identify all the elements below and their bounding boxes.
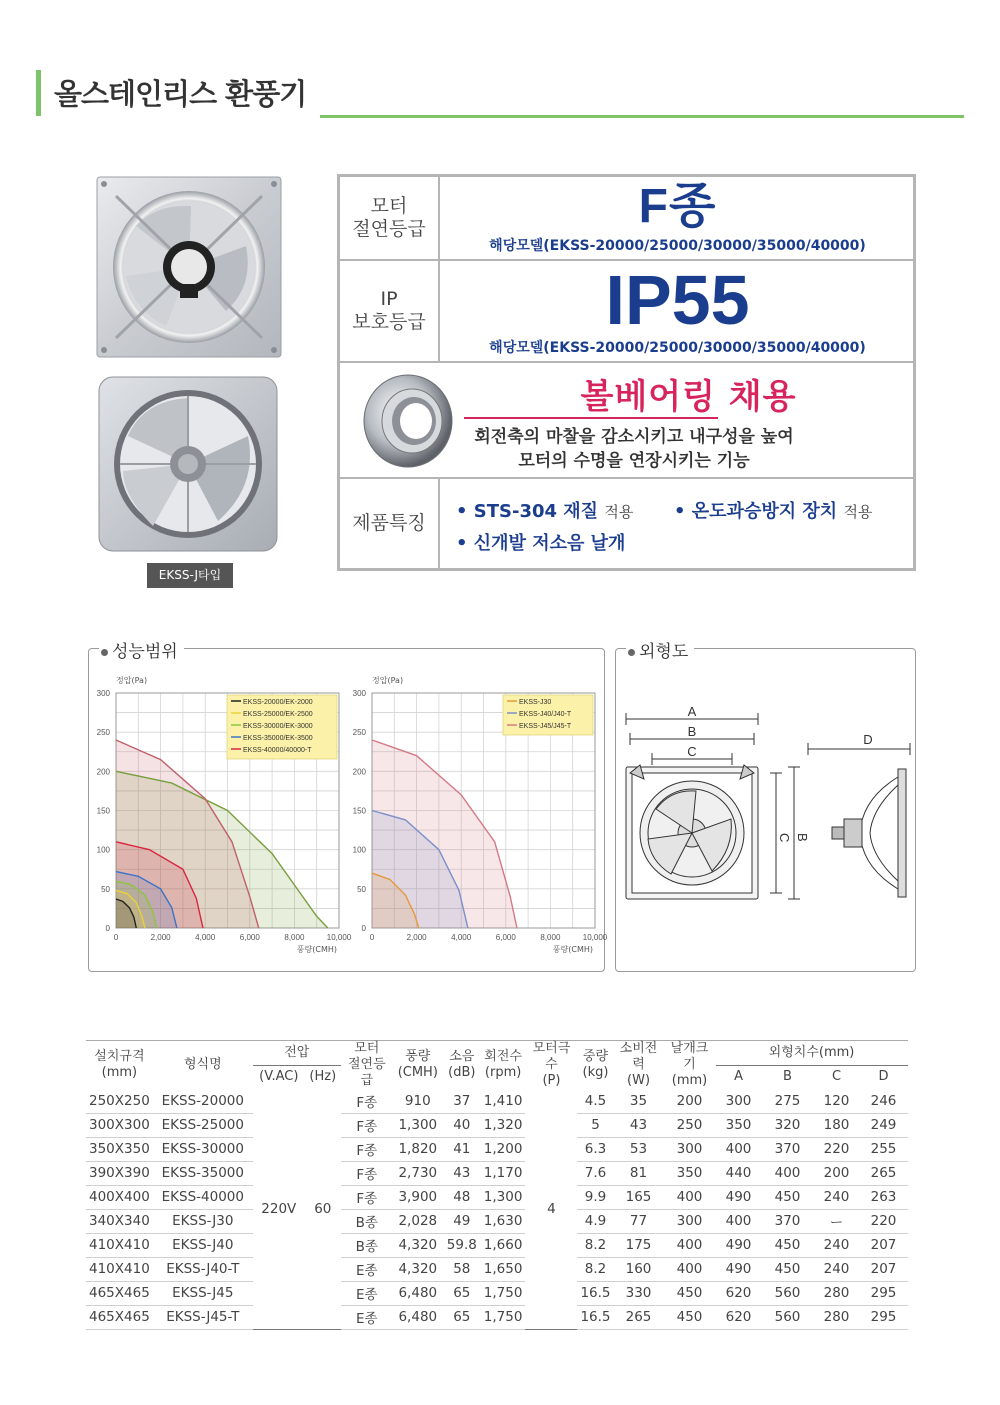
chart-2-ytick-label: 200: [352, 767, 366, 777]
chart-2-xtick-label: 10,000: [582, 933, 608, 942]
table-cell: 340X340: [86, 1209, 153, 1233]
table-cell: 65: [443, 1305, 481, 1329]
th-motor: [341, 1041, 393, 1090]
chart-2-xtick-label: 6,000: [495, 933, 516, 942]
table-cell: 1,300: [481, 1185, 526, 1209]
performance-title-text: 성능범위: [112, 642, 178, 662]
th-poles-1: 모터극수: [532, 1041, 571, 1072]
spec-label-insulation: [340, 177, 440, 259]
outline-drawing: [616, 649, 915, 971]
table-cell: F종: [341, 1137, 393, 1161]
spec-data-table: [86, 1040, 908, 1330]
insulation-models: 해당모델(EKSS-20000/25000/30000/35000/40000): [489, 238, 866, 254]
spec-label-ip: [340, 261, 440, 361]
chart-1-xtick-label: 10,000: [326, 933, 352, 942]
table-cell: E종: [341, 1257, 393, 1281]
spec-label-line1: 모터: [370, 195, 408, 217]
th-flow: [393, 1041, 443, 1090]
table-cell: 180: [814, 1113, 860, 1137]
table-cell: EKSS-40000: [153, 1185, 253, 1209]
chart-1-legend-label: EKSS-30000/EK-3000: [243, 723, 313, 730]
th-motor-1: 모터: [354, 1041, 380, 1056]
table-cell: 240: [814, 1185, 860, 1209]
table-cell: 490: [716, 1233, 762, 1257]
table-cell: 9.9: [577, 1185, 613, 1209]
dim-c-vertical-label: C: [777, 833, 792, 843]
table-cell: 200: [814, 1161, 860, 1185]
table-cell: 77: [614, 1209, 664, 1233]
table-cell: 400: [716, 1137, 762, 1161]
table-cell: EKSS-25000: [153, 1113, 253, 1137]
table-cell: 410X410: [86, 1233, 153, 1257]
feature-1-suffix: 적용: [604, 503, 634, 521]
table-cell: 300X300: [86, 1113, 153, 1137]
spec-data-body: [86, 1089, 908, 1329]
chart-1-ytick-label: 50: [101, 884, 110, 894]
bullet-icon: [628, 649, 635, 656]
table-cell: 560: [762, 1281, 814, 1305]
table-cell: 58: [443, 1257, 481, 1281]
table-cell: 40: [443, 1113, 481, 1137]
bearing-title-underline: [464, 417, 718, 419]
table-cell: 4,320: [393, 1257, 443, 1281]
table-cell: 400: [762, 1161, 814, 1185]
spec-body-features: [442, 479, 913, 568]
table-cell: 560: [762, 1305, 814, 1329]
table-cell: 7.6: [577, 1161, 613, 1185]
table-cell: 4.5: [577, 1089, 613, 1113]
chart-2-legend-label: EKSS-J45/J45-T: [519, 723, 572, 730]
th-size-1: 설치규격: [94, 1049, 145, 1064]
table-cell: B종: [341, 1233, 393, 1257]
insulation-class: F종: [638, 180, 717, 233]
table-cell: 1,820: [393, 1137, 443, 1161]
spec-body-bearing: [464, 363, 913, 477]
chart-1-xtick-label: 2,000: [150, 933, 171, 942]
table-cell: 8.2: [577, 1233, 613, 1257]
th-hz: (Hz): [309, 1069, 337, 1085]
table-cell: 1,410: [481, 1089, 526, 1113]
table-cell: 16.5: [577, 1281, 613, 1305]
chart-1-ylabel: 정압(Pa): [116, 676, 148, 685]
feature-2: • 온도과승방지 장치 적용: [674, 501, 873, 522]
th-size-2: (mm): [101, 1065, 138, 1080]
th-flow-1: 풍량: [405, 1049, 431, 1064]
table-cell: 400: [664, 1257, 716, 1281]
th-rpm-1: 회전수: [484, 1049, 522, 1064]
table-cell: F종: [341, 1161, 393, 1185]
table-cell: EKSS-J30: [153, 1209, 253, 1233]
dim-d-label: D: [863, 732, 873, 747]
th-blade: [664, 1041, 716, 1090]
th-rpm-2: (rpm): [484, 1065, 522, 1080]
spec-body-ip: [442, 261, 913, 361]
table-cell: EKSS-J45-T: [153, 1305, 253, 1329]
table-cell: 6.3: [577, 1137, 613, 1161]
chart-2-ytick-label: 50: [357, 884, 366, 894]
performance-title: [99, 637, 184, 662]
table-cell: 490: [716, 1185, 762, 1209]
table-cell: 263: [860, 1185, 908, 1209]
table-cell: 1,660: [481, 1233, 526, 1257]
spec-row-features: [340, 477, 913, 568]
table-cell: 1,170: [481, 1161, 526, 1185]
th-weight-1: 중량: [582, 1049, 609, 1064]
bearing-desc-2: 모터의 수명을 연장시키는 기능: [518, 451, 750, 471]
bearing-title: 볼베어링 채용: [580, 377, 797, 417]
bullet-icon: [101, 649, 108, 656]
th-motor-2: 절연등급: [347, 1057, 386, 1088]
table-row: [86, 1137, 908, 1161]
chart-2-ytick-label: 150: [352, 806, 366, 816]
table-cell: EKSS-J45: [153, 1281, 253, 1305]
page-header: [36, 68, 964, 120]
chart-2-legend-label: EKSS-J40/J40-T: [519, 711, 572, 718]
table-row: [86, 1305, 908, 1329]
th-weight-2: (kg): [582, 1065, 609, 1080]
table-cell: 1,630: [481, 1209, 526, 1233]
spec-body-insulation: [442, 177, 913, 259]
table-cell: 400: [664, 1233, 716, 1257]
table-cell: 400X400: [86, 1185, 153, 1209]
table-cell: 6,480: [393, 1281, 443, 1305]
table-cell: 390X390: [86, 1161, 153, 1185]
table-cell: 240: [814, 1257, 860, 1281]
chart-1-legend-label: EKSS-35000/EK-3500: [243, 735, 313, 742]
chart-1-xtick-label: 4,000: [195, 933, 216, 942]
chart-1-ytick-label: 250: [96, 728, 110, 738]
chart-2-xlabel: 풍량(CMH): [552, 945, 593, 954]
table-cell: 330: [614, 1281, 664, 1305]
table-cell: 220: [860, 1209, 908, 1233]
table-cell: 249: [860, 1113, 908, 1137]
table-cell: 620: [716, 1305, 762, 1329]
chart-1-xtick-label: 6,000: [239, 933, 260, 942]
table-cell: 48: [443, 1185, 481, 1209]
table-cell: 207: [860, 1233, 908, 1257]
table-cell: 1,750: [481, 1305, 526, 1329]
feature-2-text: 온도과승방지 장치: [691, 501, 838, 522]
th-vac: (V.AC): [259, 1069, 299, 1085]
th-rpm: [481, 1041, 526, 1090]
th-poles-2: (P): [542, 1073, 561, 1088]
chart-1-xlabel: 풍량(CMH): [296, 945, 337, 954]
th-dim-a: A: [734, 1069, 743, 1085]
spec-label-features: 제품특징: [340, 479, 440, 568]
table-cell: B종: [341, 1209, 393, 1233]
table-cell: E종: [341, 1281, 393, 1305]
chart-2-legend-label: EKSS-J30: [519, 699, 552, 706]
th-noise-1: 소음: [449, 1049, 475, 1064]
table-row: [86, 1233, 908, 1257]
outline-title: [626, 637, 694, 662]
table-cell: 60: [305, 1089, 341, 1329]
table-cell: 6,480: [393, 1305, 443, 1329]
table-cell: 370: [762, 1209, 814, 1233]
table-cell: 410X410: [86, 1257, 153, 1281]
table-cell: 1,320: [481, 1113, 526, 1137]
table-row: [86, 1089, 908, 1113]
spec-label-line2: 절연등급: [352, 218, 426, 240]
chart-1-ytick-label: 0: [105, 924, 110, 933]
th-blade-2: (mm): [671, 1073, 708, 1088]
th-size: [86, 1041, 153, 1090]
table-cell: 4.9: [577, 1209, 613, 1233]
table-cell: 3,900: [393, 1185, 443, 1209]
dim-a-label: A: [687, 704, 697, 719]
table-cell: EKSS-J40-T: [153, 1257, 253, 1281]
table-cell: 1,650: [481, 1257, 526, 1281]
table-cell: 53: [614, 1137, 664, 1161]
ip-models: 해당모델(EKSS-20000/25000/30000/35000/40000): [489, 340, 866, 356]
table-cell: 280: [814, 1281, 860, 1305]
table-cell: 300: [664, 1209, 716, 1233]
feature-1: • STS-304 재질 적용: [456, 501, 634, 522]
table-row: [86, 1209, 908, 1233]
chart-1-ytick-label: 300: [96, 689, 110, 698]
table-cell: 1,750: [481, 1281, 526, 1305]
spec-row-bearing: [340, 361, 913, 477]
page-title: 올스테인리스 환풍기: [54, 77, 307, 111]
table-cell: 620: [716, 1281, 762, 1305]
table-cell: 160: [614, 1257, 664, 1281]
th-dims: 외형치수(mm): [716, 1041, 908, 1066]
th-power-1: 소비전력: [619, 1041, 658, 1072]
table-cell: EKSS-20000: [153, 1089, 253, 1113]
th-voltage: 전압: [253, 1041, 341, 1066]
table-cell: 220: [814, 1137, 860, 1161]
product-image-front: [96, 176, 282, 358]
chart-2-xtick-label: 4,000: [451, 933, 472, 942]
table-cell: 275: [762, 1089, 814, 1113]
table-cell: 250X250: [86, 1089, 153, 1113]
table-cell: EKSS-J40: [153, 1233, 253, 1257]
feature-3: • 신개발 저소음 날개: [456, 533, 626, 554]
table-cell: 450: [664, 1281, 716, 1305]
table-cell: 43: [614, 1113, 664, 1137]
table-row: [86, 1185, 908, 1209]
table-cell: F종: [341, 1089, 393, 1113]
table-cell: 207: [860, 1257, 908, 1281]
table-cell: 465X465: [86, 1281, 153, 1305]
table-cell: 2,028: [393, 1209, 443, 1233]
table-cell: 450: [762, 1185, 814, 1209]
table-cell: 35: [614, 1089, 664, 1113]
table-cell: 2,730: [393, 1161, 443, 1185]
chart-1-ytick-label: 100: [96, 845, 110, 855]
th-dim-b: B: [783, 1069, 792, 1085]
table-row: [86, 1161, 908, 1185]
table-cell: 120: [814, 1089, 860, 1113]
table-cell: 4,320: [393, 1233, 443, 1257]
table-cell: 400: [716, 1209, 762, 1233]
th-noise: [443, 1041, 481, 1090]
table-cell: 300: [664, 1137, 716, 1161]
table-cell: 265: [614, 1305, 664, 1329]
dim-b-vertical-label: B: [795, 833, 810, 842]
table-cell: 4: [525, 1089, 577, 1329]
table-cell: 59.8: [443, 1233, 481, 1257]
spec-label-line1: IP: [380, 288, 398, 310]
table-cell: EKSS-35000: [153, 1161, 253, 1185]
spec-row-insulation: [340, 177, 913, 259]
table-cell: 910: [393, 1089, 443, 1113]
table-cell: 8.2: [577, 1257, 613, 1281]
table-row: [86, 1281, 908, 1305]
table-cell: 450: [762, 1257, 814, 1281]
table-cell: 255: [860, 1137, 908, 1161]
table-cell: 300: [716, 1089, 762, 1113]
header-underline: [320, 115, 964, 118]
table-cell: 465X465: [86, 1305, 153, 1329]
th-power: [614, 1041, 664, 1090]
th-poles: [525, 1041, 577, 1090]
dim-c-label: C: [687, 744, 697, 759]
chart-2-ytick-label: 100: [352, 845, 366, 855]
table-cell: 350: [716, 1113, 762, 1137]
th-weight: [577, 1041, 613, 1090]
feature-1-text: STS-304 재질: [473, 501, 599, 522]
table-cell: 81: [614, 1161, 664, 1185]
performance-panel: [88, 642, 608, 972]
table-cell: 350: [664, 1161, 716, 1185]
chart-2-ytick-label: 300: [352, 689, 366, 698]
product-image-j-type: [98, 376, 278, 552]
table-cell: 350X350: [86, 1137, 153, 1161]
chart-1-legend-label: EKSS-40000/40000-T: [243, 747, 312, 754]
table-cell: 16.5: [577, 1305, 613, 1329]
header-accent-bar: [36, 70, 41, 116]
table-row: [86, 1257, 908, 1281]
chart-1-legend-label: EKSS-25000/EK-2500: [243, 711, 313, 718]
dim-b-label: B: [687, 724, 697, 739]
chart-2-ytick-label: 0: [361, 924, 366, 933]
spec-table: [337, 174, 916, 571]
th-noise-2: (dB): [448, 1065, 476, 1080]
th-dim-d: D: [878, 1069, 889, 1085]
ip-rating: IP55: [605, 261, 750, 339]
table-cell: F종: [341, 1113, 393, 1137]
chart-1-xtick-label: 0: [113, 933, 119, 942]
table-cell: 490: [716, 1257, 762, 1281]
table-cell: 49: [443, 1209, 481, 1233]
table-cell: 400: [664, 1185, 716, 1209]
table-cell: ー: [814, 1209, 860, 1233]
th-flow-2: (CMH): [397, 1065, 438, 1080]
table-cell: 240: [814, 1233, 860, 1257]
table-cell: 1,300: [393, 1113, 443, 1137]
table-cell: 43: [443, 1161, 481, 1185]
feature-2-suffix: 적용: [843, 503, 873, 521]
table-cell: 41: [443, 1137, 481, 1161]
th-model: 형식명: [153, 1041, 253, 1090]
table-cell: 5: [577, 1113, 613, 1137]
table-cell: 370: [762, 1137, 814, 1161]
table-cell: 440: [716, 1161, 762, 1185]
table-cell: 220V: [253, 1089, 305, 1329]
chart-2-xtick-label: 2,000: [406, 933, 427, 942]
chart-2-ytick-label: 250: [352, 728, 366, 738]
table-cell: F종: [341, 1185, 393, 1209]
table-cell: 280: [814, 1305, 860, 1329]
table-cell: 246: [860, 1089, 908, 1113]
performance-charts: [89, 649, 608, 971]
chart-1-xtick-label: 8,000: [284, 933, 305, 942]
product-caption: EKSS-J타입: [147, 563, 233, 588]
table-cell: 175: [614, 1233, 664, 1257]
table-cell: 37: [443, 1089, 481, 1113]
spec-label-line2: 보호등급: [352, 311, 426, 333]
table-cell: EKSS-30000: [153, 1137, 253, 1161]
table-cell: 250: [664, 1113, 716, 1137]
spec-row-ip: [340, 259, 913, 361]
chart-2-xtick-label: 0: [369, 933, 375, 942]
table-cell: 165: [614, 1185, 664, 1209]
table-cell: 450: [664, 1305, 716, 1329]
th-power-2: (W): [627, 1073, 651, 1088]
chart-1-ytick-label: 150: [96, 806, 110, 816]
bearing-desc-1: 회전축의 마찰을 감소시키고 내구성을 높여: [474, 427, 794, 447]
table-cell: 265: [860, 1161, 908, 1185]
table-row: [86, 1113, 908, 1137]
table-cell: E종: [341, 1305, 393, 1329]
feature-3-text: 신개발 저소음 날개: [473, 533, 626, 554]
outline-panel: [615, 642, 916, 972]
table-cell: 450: [762, 1233, 814, 1257]
chart-2-xtick-label: 8,000: [540, 933, 561, 942]
table-cell: 1,200: [481, 1137, 526, 1161]
table-cell: 295: [860, 1281, 908, 1305]
chart-2-ylabel: 정압(Pa): [372, 676, 404, 685]
table-cell: 295: [860, 1305, 908, 1329]
table-cell: 320: [762, 1113, 814, 1137]
table-cell: 200: [664, 1089, 716, 1113]
th-dim-c: C: [831, 1069, 842, 1085]
chart-1-legend-label: EKSS-20000/EK-2000: [243, 699, 313, 706]
outline-title-text: 외형도: [639, 642, 689, 662]
chart-1-ytick-label: 200: [96, 767, 110, 777]
table-cell: 65: [443, 1281, 481, 1305]
th-blade-1: 날개크기: [670, 1041, 709, 1072]
